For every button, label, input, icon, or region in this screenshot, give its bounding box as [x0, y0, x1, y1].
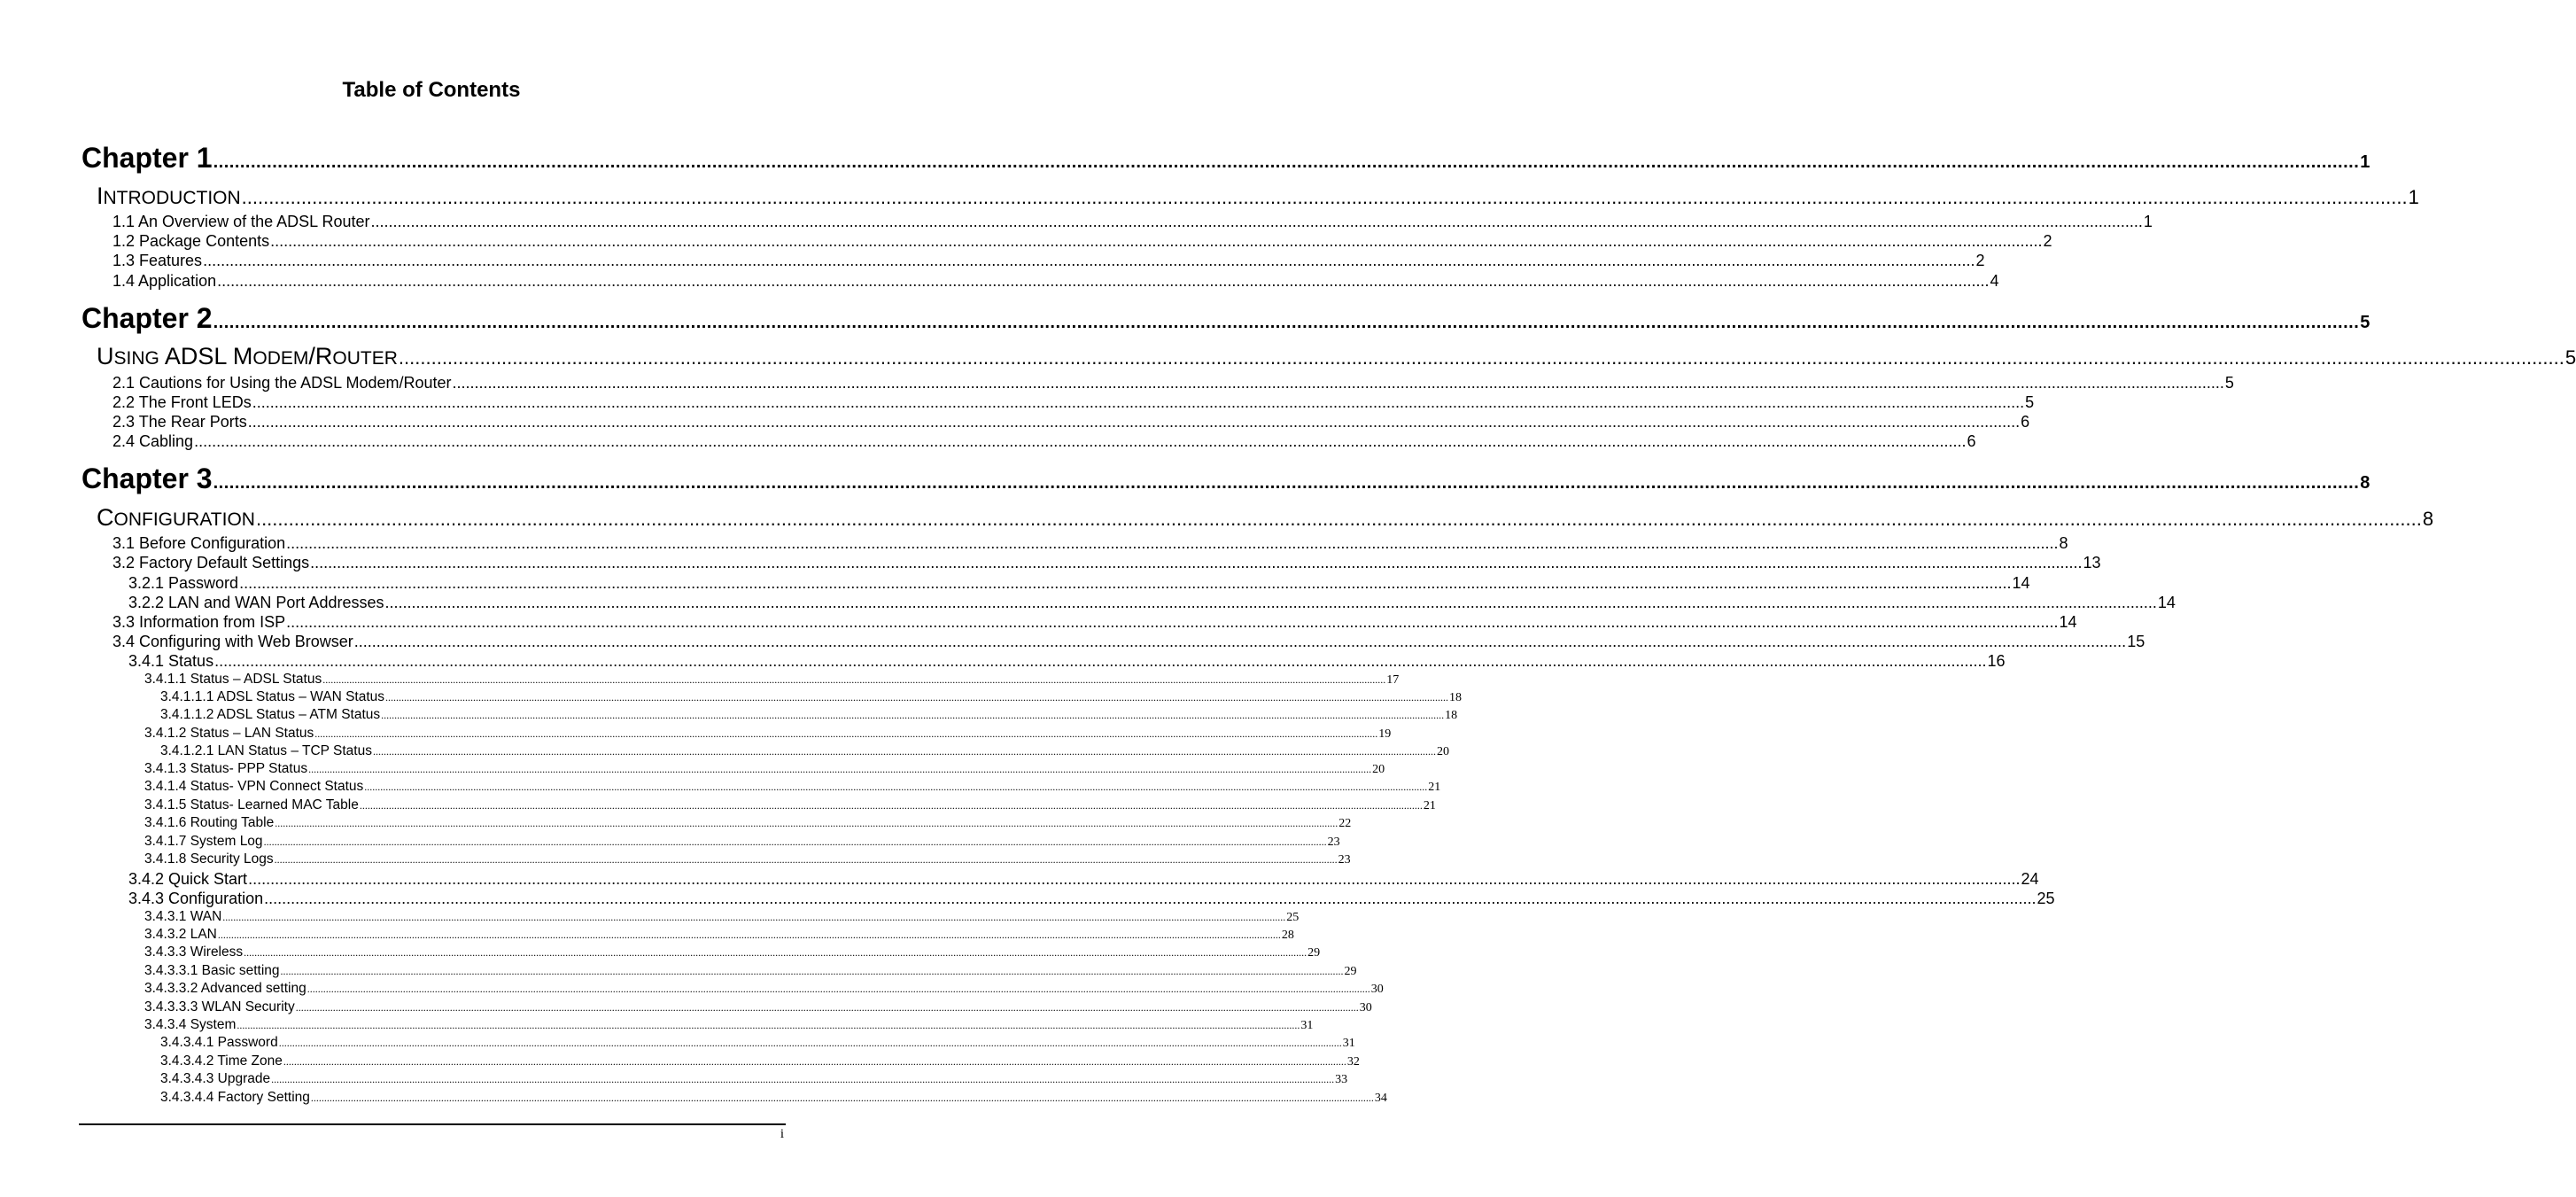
toc-entry[interactable]	[160, 1035, 1355, 1053]
page-number: i	[780, 1127, 784, 1141]
toc-entry[interactable]	[144, 761, 1385, 779]
toc-dot-leader: ................................................................................................................................................................................................................................................................................................................................................................................................................	[217, 272, 1990, 290]
toc-dot-leader: ................................................................................................................................................................................................................................................................................................................................................................................................................	[372, 745, 1436, 758]
toc-entry-page-number: 14	[2157, 594, 2176, 611]
toc-chapter-entry[interactable]	[81, 462, 2370, 498]
toc-entry-label: INTRODUCTION	[97, 183, 241, 209]
toc-dot-leader: ................................................................................................................................................................................................................................................................................................................................................................................................................	[310, 554, 2083, 571]
toc-entry[interactable]	[160, 1090, 1387, 1108]
toc-entry-page-number: 2	[2043, 232, 2052, 250]
toc-entry-label: 2.2 The Front LEDs	[113, 393, 252, 411]
toc-chapter-title-entry[interactable]	[97, 183, 2419, 213]
toc-chapter-entry[interactable]	[81, 142, 2370, 177]
toc-entry[interactable]	[113, 393, 2035, 413]
toc-dot-leader: ................................................................................................................................................................................................................................................................................................................................................................................................................	[244, 946, 1307, 959]
toc-entry-page-number: 20	[1436, 745, 1449, 758]
toc-entry-label: USING ADSL MODEM/ROUTER	[97, 343, 398, 369]
toc-entry-label: 3.4.3.4 System	[144, 1017, 237, 1032]
toc-dot-leader: ................................................................................................................................................................................................................................................................................................................................................................................................................	[203, 252, 1975, 269]
toc-entry-label: 3.4.3.4.4 Factory Setting	[160, 1090, 310, 1105]
toc-entry[interactable]	[113, 252, 1985, 271]
toc-entry[interactable]	[144, 672, 1400, 689]
toc-entry-page-number: 22	[1338, 817, 1352, 830]
toc-entry-label: 3.4.3.4.3 Upgrade	[160, 1071, 271, 1086]
toc-entry-page-number: 1	[2143, 213, 2153, 230]
toc-entry-label: 3.4.1.7 System Log	[144, 834, 263, 849]
toc-entry-page-number: 5	[2360, 313, 2370, 332]
toc-entry-label: Chapter 2	[81, 302, 213, 334]
toc-dot-leader: ................................................................................................................................................................................................................................................................................................................................................................................................................	[295, 1001, 1359, 1014]
toc-entry[interactable]	[128, 594, 2176, 613]
toc-entry-label: 2.1 Cautions for Using the ADSL Modem/Router	[113, 374, 452, 392]
toc-dot-leader: ................................................................................................................................................................................................................................................................................................................................................................................................................	[280, 965, 1344, 977]
toc-dot-leader: ................................................................................................................................................................................................................................................................................................................................................................................................................	[248, 870, 2021, 888]
toc-entry-label: 1.4 Application	[113, 272, 217, 290]
toc-entry-label: 3.4.3.1 WAN	[144, 909, 222, 924]
toc-entry-page-number: 25	[1286, 911, 1300, 924]
toc-dot-leader: ................................................................................................................................................................................................................................................................................................................................................................................................................	[194, 432, 1967, 450]
toc-dot-leader: ................................................................................................................................................................................................................................................................................................................................................................................................................	[278, 1037, 1342, 1049]
toc-entry-page-number: 14	[2012, 574, 2030, 592]
toc-chapter-entry[interactable]	[81, 302, 2370, 338]
toc-entry-label: 1.2 Package Contents	[113, 232, 270, 250]
toc-entry-page-number: 18	[1445, 709, 1458, 722]
toc-entry-label: 3.4.1.8 Security Logs	[144, 851, 274, 867]
toc-entry-label: 3.4.1.6 Routing Table	[144, 815, 275, 830]
toc-entry-page-number: 4	[1990, 272, 1999, 290]
toc-dot-leader: ................................................................................................................................................................................................................................................................................................................................................................................................................	[398, 346, 2564, 369]
toc-entry-page-number: 1	[2360, 152, 2370, 172]
toc-entry-page-number: 19	[1378, 727, 1392, 741]
toc-entry-label: 1.3 Features	[113, 252, 203, 269]
toc-entry-page-number: 1	[2408, 186, 2419, 208]
toc-entry-page-number: 33	[1335, 1073, 1348, 1086]
toc-entry[interactable]	[144, 981, 1384, 999]
toc-dot-leader: ................................................................................................................................................................................................................................................................................................................................................................................................................	[255, 508, 2422, 530]
toc-entry[interactable]	[144, 815, 1352, 833]
toc-entry-label: 3.4.3.3.3 WLAN Security	[144, 999, 295, 1014]
toc-entry-label: 2.3 The Rear Ports	[113, 413, 247, 431]
toc-entry-label: Chapter 3	[81, 462, 213, 494]
toc-entry-label: 3.4.3.3 Wireless	[144, 944, 244, 960]
toc-entry-page-number: 28	[1281, 929, 1294, 942]
toc-entry-label: 3.4.1.2 Status – LAN Status	[144, 726, 314, 741]
toc-dot-leader: ................................................................................................................................................................................................................................................................................................................................................................................................................	[384, 594, 2157, 611]
toc-dot-leader: ................................................................................................................................................................................................................................................................................................................................................................................................................	[283, 1055, 1346, 1068]
toc-entry[interactable]	[113, 272, 1999, 291]
toc-entry-label: 3.4.3.3.2 Advanced setting	[144, 981, 306, 996]
toc-chapter-title-entry[interactable]	[97, 504, 2434, 534]
toc-entry-page-number: 5	[2025, 393, 2035, 411]
toc-dot-leader: ................................................................................................................................................................................................................................................................................................................................................................................................................	[247, 413, 2021, 431]
toc-dot-leader: ................................................................................................................................................................................................................................................................................................................................................................................................................	[222, 911, 1286, 923]
toc-entry-label: 3.4.1.2.1 LAN Status – TCP Status	[160, 743, 372, 758]
toc-entry-page-number: 8	[2422, 508, 2434, 530]
toc-entry-label: 1.1 An Overview of the ADSL Router	[113, 213, 370, 230]
toc-entry[interactable]	[113, 534, 2068, 554]
toc-entry[interactable]	[160, 1053, 1360, 1071]
toc-entry[interactable]	[113, 213, 2153, 232]
toc-entry[interactable]	[113, 633, 2145, 652]
toc-dot-leader: ................................................................................................................................................................................................................................................................................................................................................................................................................	[213, 313, 2360, 332]
toc-entry-label: 3.4.3.4.1 Password	[160, 1035, 278, 1050]
toc-entry-page-number: 32	[1346, 1055, 1360, 1069]
toc-dot-leader: ................................................................................................................................................................................................................................................................................................................................................................................................................	[275, 817, 1338, 829]
toc-entry[interactable]	[128, 870, 2039, 890]
toc-entry[interactable]	[144, 851, 1351, 869]
toc-dot-leader: ................................................................................................................................................................................................................................................................................................................................................................................................................	[239, 574, 2012, 592]
toc-entry-page-number: 2	[1975, 252, 1985, 269]
toc-entry-label: 3.1 Before Configuration	[113, 534, 286, 552]
toc-dot-leader: ................................................................................................................................................................................................................................................................................................................................................................................................................	[274, 853, 1338, 866]
toc-entry-page-number: 30	[1370, 983, 1384, 996]
toc-entry[interactable]	[144, 834, 1340, 851]
toc-entry-page-number: 25	[2037, 890, 2055, 907]
toc-entry[interactable]	[113, 413, 2030, 432]
toc-entry-page-number: 5	[2224, 374, 2234, 392]
toc-entry-label: 3.4.3.3.1 Basic setting	[144, 963, 280, 978]
toc-dot-leader: ................................................................................................................................................................................................................................................................................................................................................................................................................	[252, 393, 2025, 411]
toc-dot-leader: ................................................................................................................................................................................................................................................................................................................................................................................................................	[306, 983, 1370, 995]
toc-entry[interactable]	[160, 689, 1463, 707]
toc-entry-page-number: 15	[2127, 633, 2145, 650]
toc-dot-leader: ................................................................................................................................................................................................................................................................................................................................................................................................................	[385, 691, 1449, 703]
toc-dot-leader: ................................................................................................................................................................................................................................................................................................................................................................................................................	[322, 673, 1386, 686]
toc-entry-page-number: 29	[1307, 946, 1321, 960]
toc-entry-page-number: 31	[1342, 1037, 1355, 1050]
toc-entry-page-number: 24	[2021, 870, 2039, 888]
toc-entry-page-number: 23	[1338, 853, 1351, 867]
toc-entry[interactable]	[113, 432, 1976, 452]
toc-dot-leader: ................................................................................................................................................................................................................................................................................................................................................................................................................	[270, 232, 2043, 250]
toc-entry[interactable]	[160, 743, 1449, 761]
toc-dot-leader: ................................................................................................................................................................................................................................................................................................................................................................................................................	[370, 213, 2143, 230]
toc-entry[interactable]	[128, 652, 2006, 672]
toc-dot-leader: ................................................................................................................................................................................................................................................................................................................................................................................................................	[271, 1073, 1335, 1085]
toc-entry-page-number: 6	[2021, 413, 2030, 431]
toc-dot-leader: ................................................................................................................................................................................................................................................................................................................................................................................................................	[241, 186, 2408, 208]
toc-entry-page-number: 16	[1987, 652, 2006, 670]
toc-entry-page-number: 18	[1449, 691, 1463, 704]
toc-dot-leader: ................................................................................................................................................................................................................................................................................................................................................................................................................	[359, 799, 1423, 812]
toc-entry-page-number: 6	[1967, 432, 1976, 450]
toc-entry[interactable]	[113, 554, 2101, 573]
toc-entry-page-number: 29	[1344, 965, 1357, 978]
toc-entry[interactable]	[144, 909, 1300, 927]
toc-entry[interactable]	[144, 944, 1321, 962]
toc-entry[interactable]	[160, 707, 1458, 725]
toc-entry-page-number: 8	[2059, 534, 2068, 552]
toc-dot-leader: ................................................................................................................................................................................................................................................................................................................................................................................................................	[364, 781, 1428, 793]
toc-entry-page-number: 13	[2083, 554, 2101, 571]
toc-entry-page-number: 21	[1423, 799, 1436, 812]
toc-entry[interactable]	[144, 726, 1392, 743]
toc-entry-label: 3.4.3 Configuration	[128, 890, 264, 907]
toc-entry-page-number: 20	[1372, 763, 1385, 776]
toc-dot-leader: ................................................................................................................................................................................................................................................................................................................................................................................................................	[213, 152, 2360, 172]
toc-dot-leader: ................................................................................................................................................................................................................................................................................................................................................................................................................	[286, 613, 2059, 631]
toc-dot-leader: ................................................................................................................................................................................................................................................................................................................................................................................................................	[263, 836, 1327, 848]
toc-entry-label: 3.3 Information from ISP	[113, 613, 286, 631]
toc-entry-label: 3.4.1.1.2 ADSL Status – ATM Status	[160, 707, 381, 722]
toc-entry-label: 3.2.2 LAN and WAN Port Addresses	[128, 594, 384, 611]
toc-dot-leader: ................................................................................................................................................................................................................................................................................................................................................................................................................	[237, 1019, 1300, 1031]
toc-entry[interactable]	[144, 999, 1372, 1017]
toc-chapter-title-entry[interactable]	[97, 343, 2576, 373]
toc-entry-label: 3.4 Configuring with Web Browser	[113, 633, 353, 650]
toc-entry-label: 3.4.2 Quick Start	[128, 870, 248, 888]
toc-entry-label: 3.2 Factory Default Settings	[113, 554, 310, 571]
toc-entry-page-number: 5	[2564, 346, 2576, 369]
toc-dot-leader: ................................................................................................................................................................................................................................................................................................................................................................................................................	[217, 929, 1281, 941]
toc-entry[interactable]	[113, 613, 2077, 633]
toc-entry-label: CONFIGURATION	[97, 504, 255, 531]
toc-entry-page-number: 31	[1300, 1019, 1314, 1032]
toc-entry[interactable]	[144, 779, 1441, 797]
toc-entry-label: 3.4.1.4 Status- VPN Connect Status	[144, 779, 364, 794]
toc-entry[interactable]	[144, 797, 1436, 815]
toc-entry[interactable]	[128, 574, 2030, 594]
toc-entry[interactable]	[160, 1071, 1348, 1089]
toc-entry-page-number: 17	[1386, 673, 1400, 687]
toc-dot-leader: ................................................................................................................................................................................................................................................................................................................................................................................................................	[381, 709, 1445, 721]
toc-dot-leader: ................................................................................................................................................................................................................................................................................................................................................................................................................	[308, 763, 1372, 775]
toc-entry[interactable]	[128, 890, 2055, 909]
toc-entry-label: Chapter 1	[81, 142, 213, 174]
toc-entry[interactable]	[144, 927, 1294, 944]
toc-entry-page-number: 23	[1327, 836, 1340, 849]
toc-entry-label: 3.4.3.4.2 Time Zone	[160, 1053, 283, 1069]
toc-dot-leader: ................................................................................................................................................................................................................................................................................................................................................................................................................	[213, 473, 2360, 493]
toc-entry[interactable]	[113, 232, 2052, 252]
toc-entry-page-number: 21	[1428, 781, 1441, 794]
toc-entry-label: 2.4 Cabling	[113, 432, 194, 450]
toc-entry-page-number: 14	[2059, 613, 2077, 631]
toc-entry-page-number: 8	[2360, 473, 2370, 493]
toc-entry-label: 3.4.1.5 Status- Learned MAC Table	[144, 797, 359, 812]
toc-entry-label: 3.4.3.2 LAN	[144, 927, 217, 942]
toc-entry-label: 3.4.1.1 Status – ADSL Status	[144, 672, 322, 687]
toc-dot-leader: ................................................................................................................................................................................................................................................................................................................................................................................................................	[353, 633, 2127, 650]
toc-entry[interactable]	[144, 1017, 1314, 1035]
footer-divider	[79, 1123, 786, 1125]
toc-entry-label: 3.4.1 Status	[128, 652, 214, 670]
toc-entry[interactable]	[144, 963, 1357, 981]
toc-dot-leader: ................................................................................................................................................................................................................................................................................................................................................................................................................	[214, 652, 1987, 670]
toc-entry-label: 3.4.1.1.1 ADSL Status – WAN Status	[160, 689, 385, 704]
toc-dot-leader: ................................................................................................................................................................................................................................................................................................................................................................................................................	[452, 374, 2224, 392]
toc-entry-label: 3.2.1 Password	[128, 574, 239, 592]
toc-dot-leader: ................................................................................................................................................................................................................................................................................................................................................................................................................	[310, 1092, 1374, 1104]
toc-dot-leader: ................................................................................................................................................................................................................................................................................................................................................................................................................	[264, 890, 2037, 907]
toc-entry-page-number: 30	[1359, 1001, 1372, 1014]
toc-dot-leader: ................................................................................................................................................................................................................................................................................................................................................................................................................	[314, 727, 1378, 740]
toc-entry[interactable]	[113, 374, 2234, 393]
toc-entry-label: 3.4.1.3 Status- PPP Status	[144, 761, 308, 776]
toc-heading: Table of Contents	[342, 78, 521, 102]
toc-dot-leader: ................................................................................................................................................................................................................................................................................................................................................................................................................	[286, 534, 2059, 552]
toc-entry-page-number: 34	[1374, 1092, 1387, 1105]
